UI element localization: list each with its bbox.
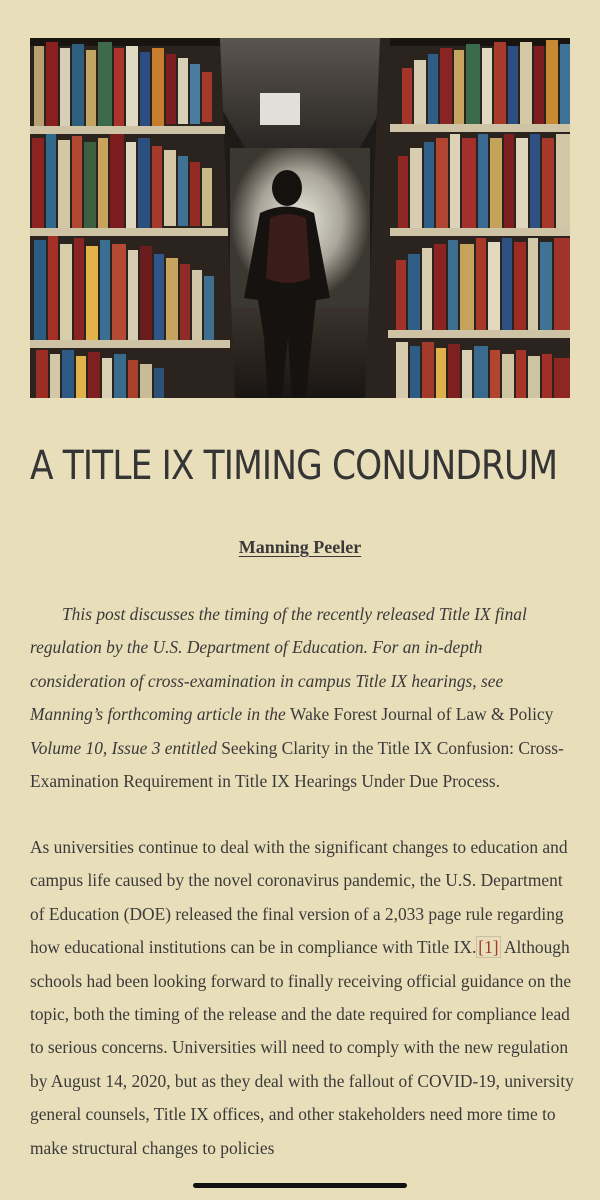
article-title: A TITLE IX TIMING CONUNDRUM: [30, 443, 558, 489]
footnote-link[interactable]: [1]: [478, 937, 499, 958]
intro-text-2: Volume 10, Issue 3 entitled: [30, 737, 222, 758]
library-aisle-illustration: [30, 38, 570, 398]
home-indicator[interactable]: [193, 1183, 407, 1188]
intro-text-1: This post discusses the timing of the recently released Title IX final regulation by the U.S. Department of Education. For an in-depth consideration of cross-examination in campus Title IX hearings, see Manning’s forthcoming article in the: [30, 604, 527, 725]
author-byline: [0, 535, 600, 559]
intro-paragraph: [30, 598, 575, 798]
hero-image: [30, 38, 570, 398]
body-paragraph: [30, 831, 575, 1165]
body-text-2: Although schools had been looking forward to finally receiving official guidance on the topic, both the timing of the release and the date required for compliance lead to serious concerns. Universities will need to comply with the new regulation by August 14, 2020, but as they deal with the fallout of COVID-19, university general counsels, Title IX offices, and other stakeholders need more time to make structural changes to policies: [30, 937, 574, 1158]
body-text-1: As universities continue to deal with the significant changes to education and campus life caused by the novel coronavirus pandemic, the U.S. Department of Education (DOE) released the final version of a 2,033 page rule regarding how educational institutions can be in compliance with Title IX.: [30, 837, 568, 958]
author-link[interactable]: Manning Peeler: [238, 537, 362, 557]
referenced-article-title: Seeking Clarity in the Title IX Confusion: Cross-Examination Requirement in Title IX Hearings Under Due Process.: [30, 737, 564, 792]
journal-name: Wake Forest Journal of Law & Policy: [290, 704, 554, 725]
